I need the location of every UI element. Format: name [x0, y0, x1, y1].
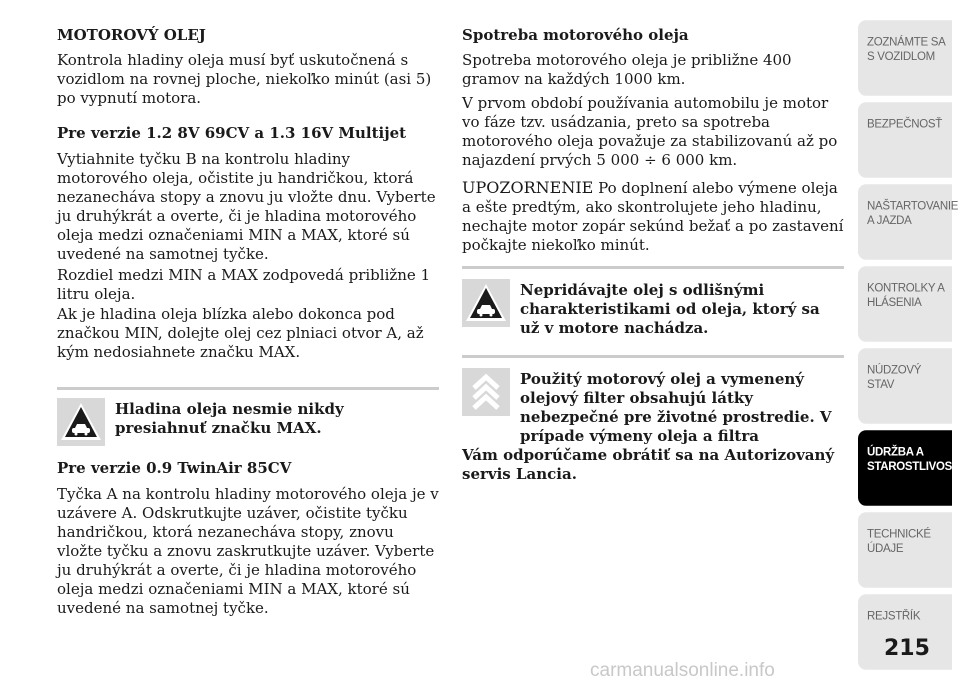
heading-versions-2: Pre verzie 0.9 TwinAir 85CV: [57, 459, 292, 477]
divider-right-1: [462, 266, 844, 269]
note-max-text: Hladina oleja nesmie nikdy presiahnuť značku MAX.: [115, 400, 344, 437]
note-environment: [462, 370, 844, 484]
para-difference: Rozdiel medzi MIN a MAX zodpovedá približne 1 litru oleja.: [57, 266, 431, 303]
heading-versions-1: Pre verzie 1.2 8V 69CV a 1.3 16V Multijet: [57, 124, 407, 142]
tab-chapter-8[interactable]: REJSTŘÍK: [858, 594, 952, 670]
para-twinair: Tyčka A na kontrolu hladiny motorového oleja je v uzávere A. Odskrutkujte uzáver, očistite tyčku handričkou, ktorá nezanecháva stopy, znovu vložte tyčku a znovu zaskrutkujte uzáver. Vyberte ju druhýkrát a overte, či je hladina motorového oleja medzi označeniami MIN a MAX, ktoré sú uvedené na samotnej tyčke.: [57, 485, 439, 617]
heading-motor-oil: MOTOROVÝ OLEJ: [57, 26, 206, 44]
tab-chapter-4[interactable]: KONTROLKY A HLÁSENIA: [858, 266, 952, 342]
warning-text: Po doplnení alebo výmene oleja a ešte predtým, ako skontrolujete jeho hladinu, nechajte motor zopár sekúnd bežať a po zastavení počkajte niekoľko minút.: [462, 179, 844, 254]
para-early-use: V prvom období používania automobilu je motor vo fáze tzv. usádzania, preto sa spotreba motorového oleja považuje za stabilizovanú až po najazdení prvých 5 000 ÷ 6 000 km.: [462, 94, 838, 169]
tab-chapter-7[interactable]: TECHNICKÉ ÚDAJE: [858, 512, 952, 588]
watermark: carmanualsonline.info: [590, 660, 775, 681]
para-consumption: Spotreba motorového oleja je približne 400 gramov na každých 1000 km.: [462, 51, 792, 88]
tab-chapter-2[interactable]: BEZPEČNOSŤ: [858, 102, 952, 178]
divider-right-2: [462, 355, 844, 358]
para-intro: Kontrola hladiny oleja musí byť uskutočnená s vozidlom na rovnej ploche, niekoľko minút (asi 5) po vypnutí motora.: [57, 51, 432, 107]
tab-chapter-5[interactable]: NÚDZOVÝ STAV: [858, 348, 952, 424]
note-env-rest: Vám odporúčame obrátiť sa na Autorizovaný servis Lancia.: [462, 446, 835, 483]
para-dipstick: Vytiahnite tyčku B na kontrolu hladiny motorového oleja, očistite ju handričkou, ktorá nezanecháva stopy a znovu ju vložte dnu. Vyberte ju druhýkrát a overte, či je hladina motorového oleja medzi označeniami MIN a MAX, ktoré sú uvedené na samotnej tyčke.: [57, 150, 436, 263]
note-env-first: Použitý motorový olej a vymenený olejový filter obsahujú látky nebezpečné pre životné prostredie. V prípade výmeny oleja a filtra: [520, 370, 832, 445]
note-different-oil-text: Nepridávajte olej s odlišnými charakteristikami od oleja, ktorý sa už v motore nachádza.: [520, 281, 820, 337]
para-refill: Ak je hladina oleja blízka alebo dokonca pod značkou MIN, dolejte olej cez plniaci otvor A, až kým nedosiahnete značku MAX.: [57, 305, 424, 361]
tab-chapter-1[interactable]: ZOZNÁMTE SA S VOZIDLOM: [858, 20, 952, 96]
heading-consumption: Spotreba motorového oleja: [462, 26, 689, 44]
tab-chapter-6[interactable]: ÚDRŽBA A STAROSTLIVOSŤ: [858, 430, 952, 506]
page-number: 215: [884, 636, 930, 661]
para-warning: [462, 178, 844, 255]
note-different-oil: [462, 281, 844, 338]
warning-label: UPOZORNENIE: [462, 178, 594, 197]
tab-chapter-3[interactable]: NAŠTARTOVANIE A JAZDA: [858, 184, 952, 260]
divider-left: [57, 387, 439, 390]
note-max: [57, 400, 439, 438]
